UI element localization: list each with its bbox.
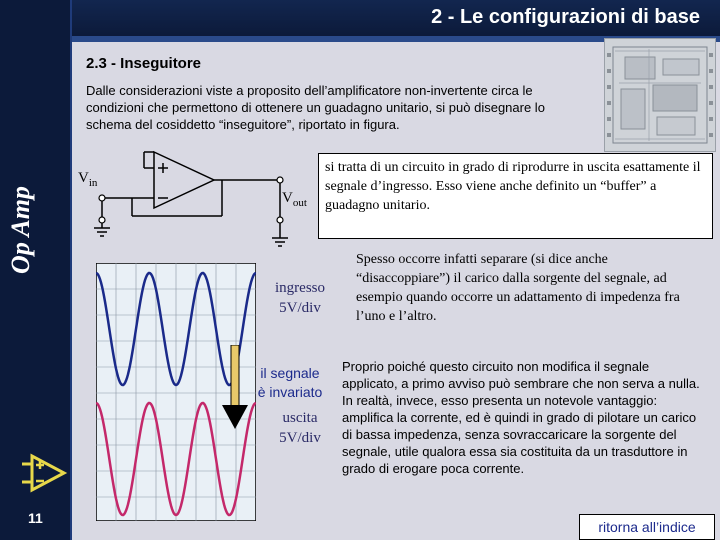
buffer-description: si tratta di un circuito in grado di riprodurre in uscita esattamente il segnale d’ingresso. Esso viene anche definito un “buffer” a guadagno unitario.	[325, 160, 701, 213]
vout-label	[282, 190, 307, 209]
page-number: 11	[28, 510, 43, 526]
intro-paragraph: Dalle considerazioni viste a proposito dell’amplificatore non-invertente circa le condizioni che permettono di ottenere un guadagno unitario, si può disegnare lo schema del cosiddetto “inseguitore”, riportato in figura.	[86, 83, 545, 132]
vertical-title	[2, 170, 72, 290]
input-volts-per-div: 5V/div	[279, 300, 321, 316]
input-label: ingresso	[275, 280, 325, 296]
input-scale-label	[262, 278, 338, 318]
vout-subscript: out	[292, 197, 307, 209]
signal-unchanged-note	[245, 364, 335, 402]
output-label: uscita	[282, 410, 318, 426]
page-title: 2 - Le configurazioni di base	[431, 6, 700, 28]
vin-label	[78, 170, 97, 189]
chip-image	[604, 38, 716, 152]
buffer-description-box	[318, 153, 713, 239]
advantage-paragraph: Proprio poiché questo circuito non modifica il segnale applicato, a primo avviso può sembrare che non serva a nulla. In realtà, invece, esso presenta un notevole vantaggio: amplifica la corrente, ed è quindi in grado di pilotare un carico di bassa impedenza, senza sovraccaricare la sorgente del segnale, utile qualora essa sia costituita da un trasduttore in grado di erogare poca corrente.	[342, 359, 700, 476]
vout-text: V	[282, 190, 293, 206]
return-to-index-button[interactable]: ritorna all’indice	[579, 514, 715, 540]
decoupling-paragraph: Spesso occorre infatti separare (si dice anche “disaccoppiare”) il carico dalla sorgente del segnale, ad esempio quando occorre un adattamento di impedenza fra l’uno e l’altro.	[356, 252, 680, 324]
header-bar	[72, 0, 720, 36]
opamp-logo-icon	[18, 448, 68, 498]
vin-subscript: in	[88, 177, 98, 189]
vin-text: V	[78, 170, 89, 186]
output-volts-per-div: 5V/div	[279, 430, 321, 446]
note-line-2: è invariato	[257, 384, 323, 400]
vertical-title-text: Op Amp	[5, 186, 35, 274]
output-scale-label	[262, 408, 338, 448]
note-line-1: il segnale	[260, 365, 320, 381]
section-title: 2.3 - Inseguitore	[86, 55, 202, 72]
opamp-symbol	[154, 152, 214, 208]
